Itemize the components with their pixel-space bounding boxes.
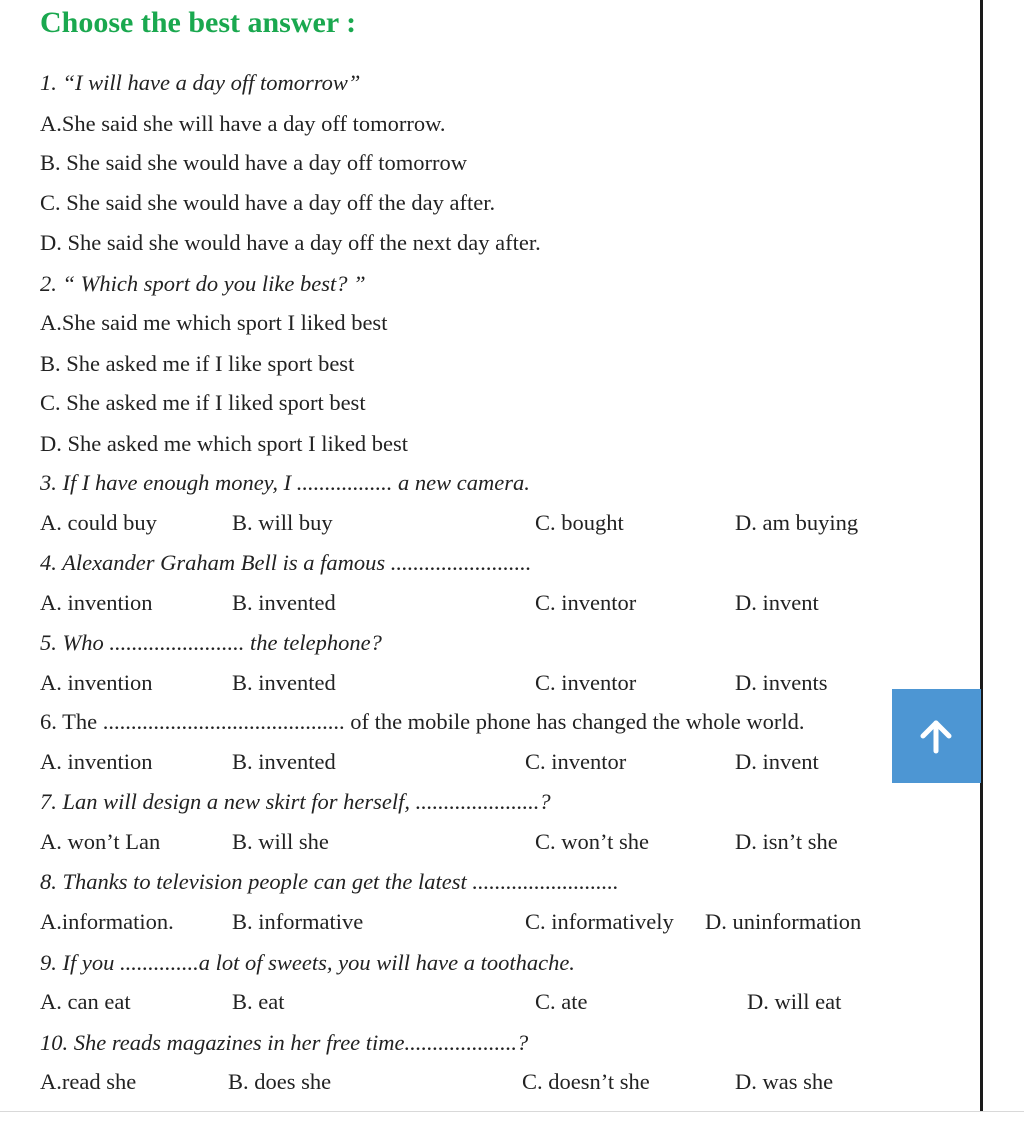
question-1-option-b: B. She said she would have a day off tomorrow xyxy=(40,150,468,175)
question-9-option-b: B. eat xyxy=(232,989,285,1014)
question-9-option-c: C. ate xyxy=(535,989,588,1014)
question-1-option-a: A.She said she will have a day off tomorrow. xyxy=(40,111,446,136)
question-5-option-a: A. invention xyxy=(40,670,153,695)
question-4-option-b: B. invented xyxy=(232,590,336,615)
question-6-stem: 6. The ........................................... of the mobile phone has changed the whole world. xyxy=(40,709,805,734)
question-10-stem: 10. She reads magazines in her free time....................? xyxy=(40,1030,529,1055)
question-2-option-d: D. She asked me which sport I liked best xyxy=(40,431,409,456)
question-10-option-c: C. doesn’t she xyxy=(522,1069,650,1094)
question-5-stem: 5. Who ........................ the telephone? xyxy=(40,630,382,655)
question-7-option-c: C. won’t she xyxy=(535,829,649,854)
page-title: Choose the best answer : xyxy=(40,6,357,39)
question-7-option-a: A. won’t Lan xyxy=(40,829,161,854)
question-6-option-d: D. invent xyxy=(735,749,819,774)
question-2-option-a: A.She said me which sport I liked best xyxy=(40,310,388,335)
question-3-option-a: A. could buy xyxy=(40,510,157,535)
question-10-option-b: B. does she xyxy=(228,1069,332,1094)
scroll-to-top-button[interactable] xyxy=(892,689,981,783)
question-10-option-d: D. was she xyxy=(735,1069,834,1094)
question-9-option-d: D. will eat xyxy=(747,989,842,1014)
question-6-option-c: C. inventor xyxy=(525,749,627,774)
question-6-option-b: B. invented xyxy=(232,749,336,774)
question-4-option-d: D. invent xyxy=(735,590,819,615)
question-2-option-b: B. She asked me if I like sport best xyxy=(40,351,355,376)
question-7-option-d: D. isn’t she xyxy=(735,829,838,854)
question-2-stem: 2. “ Which sport do you like best? ” xyxy=(40,271,366,296)
question-10-option-a: A.read she xyxy=(40,1069,137,1094)
arrow-up-icon xyxy=(917,717,955,755)
question-8-option-b: B. informative xyxy=(232,909,364,934)
question-1-option-c: C. She said she would have a day off the day after. xyxy=(40,190,496,215)
question-7-option-b: B. will she xyxy=(232,829,329,854)
question-1-option-d: D. She said she would have a day off the next day after. xyxy=(40,230,541,255)
question-5-option-c: C. inventor xyxy=(535,670,637,695)
question-3-option-b: B. will buy xyxy=(232,510,333,535)
question-9-stem: 9. If you ..............a lot of sweets, you will have a toothache. xyxy=(40,950,575,975)
bottom-divider xyxy=(0,1111,1024,1112)
question-8-option-a: A.information. xyxy=(40,909,174,934)
question-4-option-a: A. invention xyxy=(40,590,153,615)
question-3-option-d: D. am buying xyxy=(735,510,859,535)
question-6-option-a: A. invention xyxy=(40,749,153,774)
question-2-option-c: C. She asked me if I liked sport best xyxy=(40,390,366,415)
question-3-stem: 3. If I have enough money, I ................. a new camera. xyxy=(40,470,530,495)
question-8-option-d: D. uninformation xyxy=(705,909,862,934)
question-9-option-a: A. can eat xyxy=(40,989,131,1014)
question-5-option-d: D. invents xyxy=(735,670,828,695)
question-8-option-c: C. informatively xyxy=(525,909,674,934)
page-edge-line xyxy=(980,0,983,1112)
question-5-option-b: B. invented xyxy=(232,670,336,695)
question-7-stem: 7. Lan will design a new skirt for herself, ......................? xyxy=(40,789,551,814)
question-1-stem: 1. “I will have a day off tomorrow” xyxy=(40,70,361,95)
question-8-stem: 8. Thanks to television people can get the latest .......................... xyxy=(40,869,619,894)
question-4-option-c: C. inventor xyxy=(535,590,637,615)
question-4-stem: 4. Alexander Graham Bell is a famous ......................... xyxy=(40,550,532,575)
question-3-option-c: C. bought xyxy=(535,510,624,535)
